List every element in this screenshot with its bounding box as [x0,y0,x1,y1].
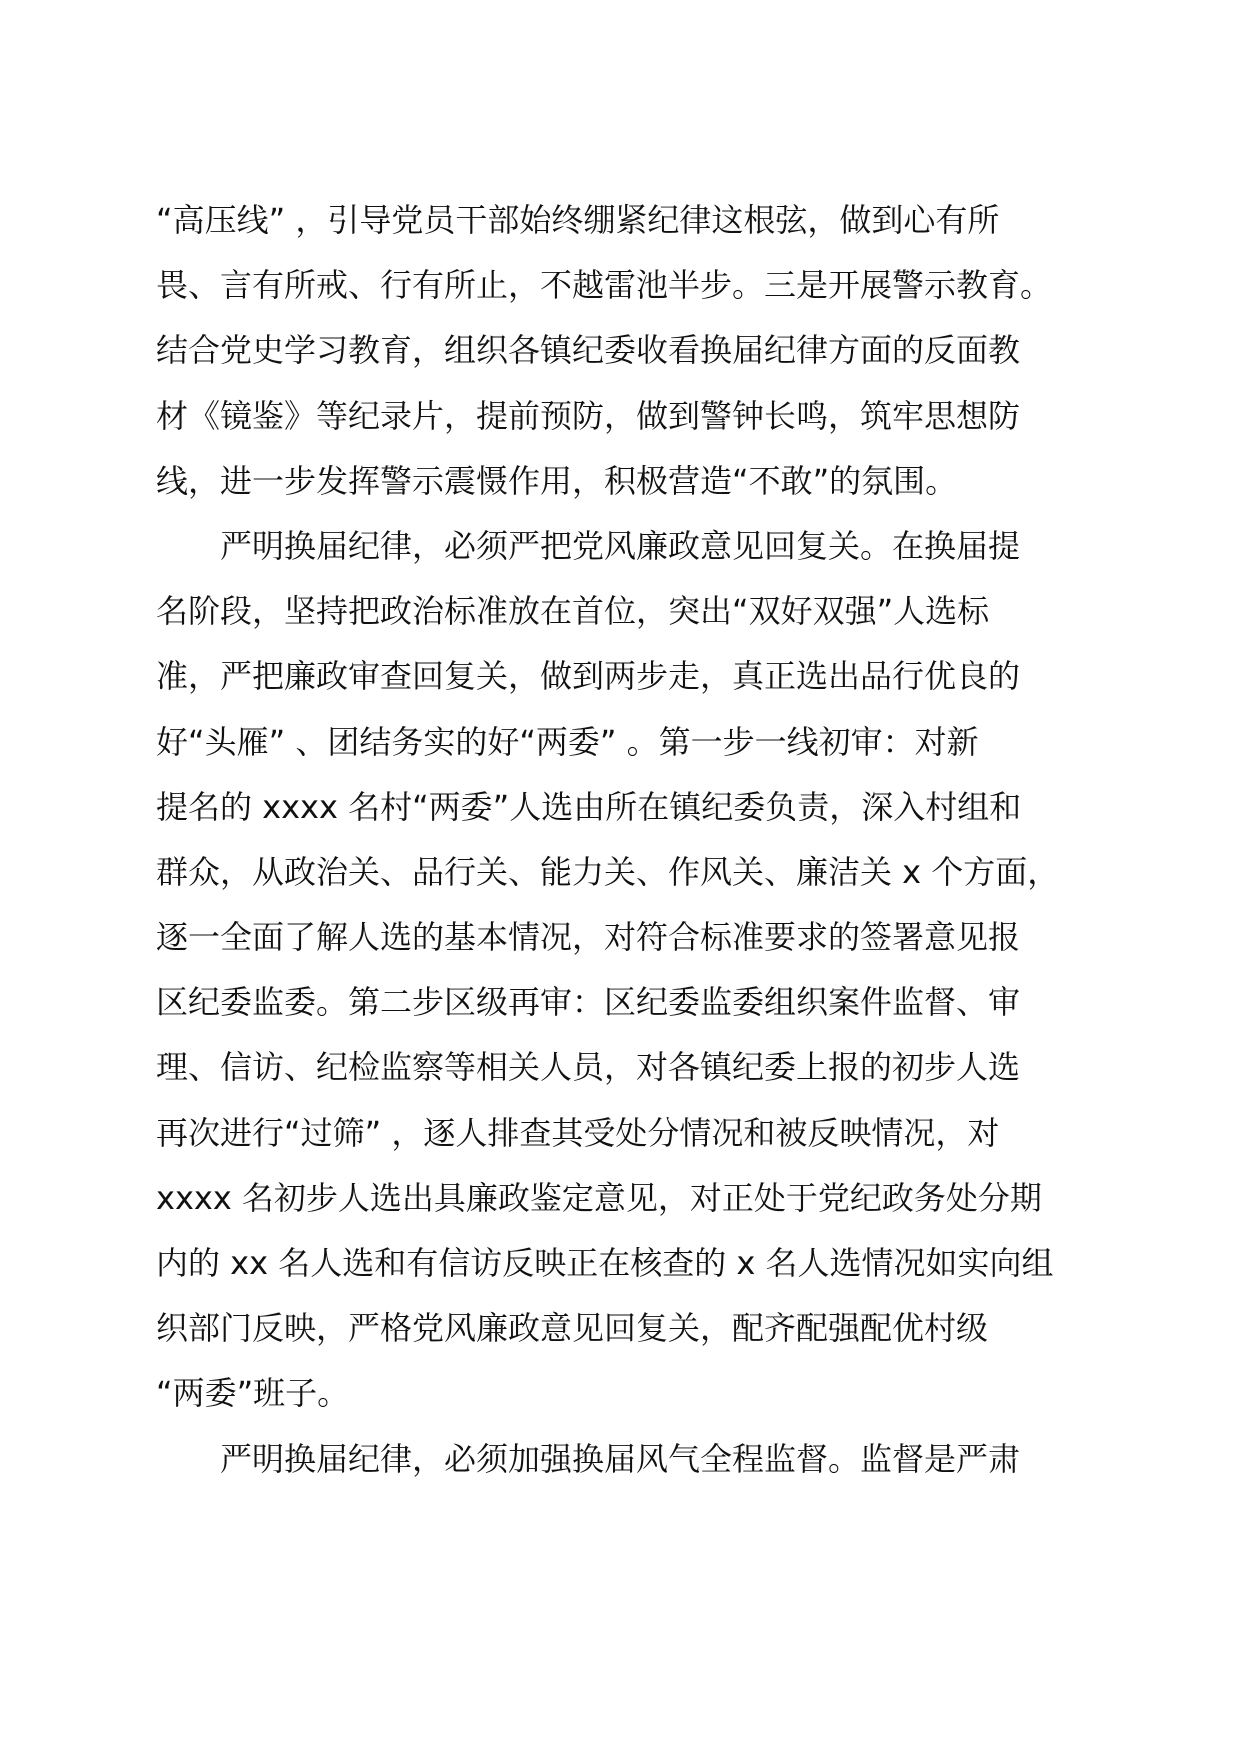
text-line: 群众，从政治关、品行关、能力关、作风关、廉洁关 x 个方面， [156,852,1060,891]
text-line: 内的 xx 名人选和有信访反映正在核查的 x 名人选情况如实向组 [156,1244,1054,1282]
text-line: 名阶段，坚持把政治标准放在首位，突出“双好双强”人选标 [156,592,990,631]
document-body [156,188,1096,1492]
text-line: 好“头雁” 、团结务实的好“两委” 。第一步一线初审：对新 [156,722,979,761]
paragraph-start-line: 严明换届纪律，必须加强换届风气全程监督。监督是严肃 [220,1439,1021,1478]
text-line: “高压线” ，引导党员干部始终绷紧纪律这根弦，做到心有所 [156,201,1000,239]
paragraph-start-line: 严明换届纪律，必须严把党风廉政意见回复关。在换届提 [220,526,1021,565]
text-line: 准，严把廉政审查回复关，做到两步走，真正选出品行优良的 [156,657,1021,696]
text-line: 逐一全面了解人选的基本情况，对符合标准要求的签署意见报 [156,918,1021,957]
text-line: 再次进行“过筛” ，逐人排查其受处分情况和被反映情况，对 [156,1113,1000,1152]
text-line: “两委”班子。 [156,1374,350,1413]
text-line: 理、信访、纪检监察等相关人员，对各镇纪委上报的初步人选 [156,1048,1021,1087]
text-line: 结合党史学习教育，组织各镇纪委收看换届纪律方面的反面教 [156,331,1021,370]
text-line: 材《镜鉴》等纪录片，提前预防，做到警钟长鸣，筑牢思想防 [156,396,1021,435]
text-line: 线，进一步发挥警示震慑作用，积极营造“不敢”的氛围。 [156,461,958,500]
text-line: 织部门反映，严格党风廉政意见回复关，配齐配强配优村级 [156,1309,989,1348]
text-line: 提名的 xxxx 名村“两委”人选由所在镇纪委负责，深入村组和 [156,787,1022,826]
text-line: xxxx 名初步人选出具廉政鉴定意见，对正处于党纪政务处分期 [156,1178,1042,1217]
text-line: 区纪委监委。第二步区级再审：区纪委监委组织案件监督、审 [156,983,1021,1022]
text-line: 畏、言有所戒、行有所止，不越雷池半步。三是开展警示教育。 [156,266,1053,305]
